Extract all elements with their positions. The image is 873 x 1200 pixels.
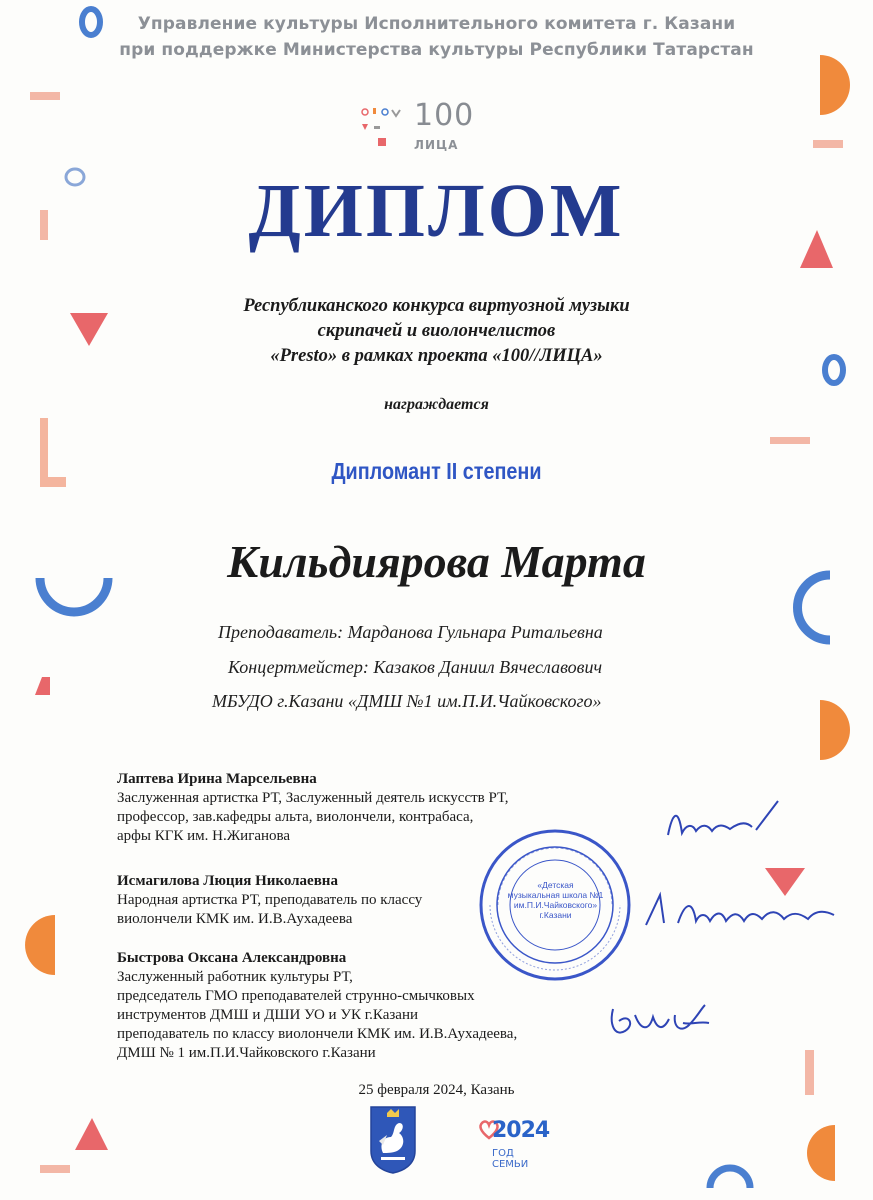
stamp-line: «Детская bbox=[537, 880, 574, 890]
kazan-coat-of-arms-icon bbox=[369, 1105, 417, 1175]
subtitle-line-1: Республиканского конкурса виртуозной музыки bbox=[243, 296, 630, 316]
accompanist-line: Концертмейстер: Казаков Даниил Вячеславович bbox=[228, 657, 603, 677]
awarded-label: награждается bbox=[384, 396, 489, 413]
deco-bar-pink bbox=[40, 1165, 70, 1173]
stamp-line: им.П.И.Чайковского» bbox=[513, 900, 598, 910]
official-stamp bbox=[478, 828, 633, 983]
jury-name: Лаптева Ирина Марсельевна bbox=[117, 771, 317, 787]
jury-title-line: преподаватель по классу виолончели КМК им. И.В.Аухадеева, bbox=[117, 1026, 518, 1042]
deco-bar-pink bbox=[30, 92, 60, 100]
jury-title-line: Заслуженная артистка РТ, Заслуженный деятель искусств РТ, bbox=[117, 790, 509, 806]
signature-2 bbox=[638, 885, 848, 935]
year-of-family-logo bbox=[478, 1118, 548, 1168]
deco-half-orange bbox=[820, 55, 850, 115]
date-place: 25 февраля 2024, Казань bbox=[358, 1082, 515, 1098]
signature-3 bbox=[605, 995, 725, 1045]
jury-member-2 bbox=[117, 872, 517, 929]
jury-title-line: Заслуженный работник культуры РТ, bbox=[117, 969, 353, 985]
diploma-title: ДИПЛОМ bbox=[248, 169, 625, 253]
deco-bar-pink bbox=[813, 140, 843, 148]
school-line: МБУДО г.Казани «ДМШ №1 им.П.И.Чайковского» bbox=[212, 691, 602, 711]
deco-triangle-red bbox=[75, 1118, 108, 1150]
deco-half-orange bbox=[25, 915, 55, 975]
100-lica-logo-icon bbox=[356, 104, 412, 154]
jury-name: Исмагилова Люция Николаевна bbox=[117, 873, 338, 889]
subtitle-line-3: «Presto» в рамках проекта «100//ЛИЦА» bbox=[270, 346, 603, 366]
jury-title-line: профессор, зав.кафедры альта, виолончели, контрабаса, bbox=[117, 809, 474, 825]
deco-triangle-red bbox=[35, 677, 50, 695]
year-number: 2024 bbox=[492, 1118, 550, 1143]
header-line-2: при поддержке Министерства культуры Республики Татарстан bbox=[119, 40, 754, 60]
subtitle-line-2: скрипачей и виолончелистов bbox=[317, 321, 556, 341]
jury-name: Быстрова Оксана Александровна bbox=[117, 950, 347, 966]
teacher-line: Преподаватель: Марданова Гульнара Ритальевна bbox=[218, 622, 603, 642]
jury-title-line: Народная артистка РТ, преподаватель по классу bbox=[117, 892, 423, 908]
jury-title-line: председатель ГМО преподавателей струнно-смычковых bbox=[117, 988, 475, 1004]
jury-title-line: инструментов ДМШ и ДШИ УО и УК г.Казани bbox=[117, 1007, 419, 1023]
logo-word: ЛИЦА bbox=[414, 138, 459, 152]
jury-title-line: ДМШ № 1 им.П.И.Чайковского г.Казани bbox=[117, 1045, 376, 1061]
deco-half-orange bbox=[820, 700, 850, 760]
degree-title: Дипломант II степени bbox=[331, 458, 542, 484]
jury-title-line: виолончели КМК им. И.В.Аухадеева bbox=[117, 911, 353, 927]
logo-number: 100 bbox=[414, 98, 475, 133]
stamp-center-text bbox=[478, 880, 633, 920]
stamp-line: г.Казани bbox=[539, 910, 572, 920]
year-caption: ГОД СЕМЬИ bbox=[492, 1148, 529, 1170]
signature-1 bbox=[660, 795, 790, 845]
deco-arc-blue bbox=[710, 1168, 750, 1188]
stamp-line: музыкальная школа №1 bbox=[507, 890, 604, 900]
jury-title-line: арфы КГК им. Н.Жиганова bbox=[117, 828, 291, 844]
deco-bar-pink bbox=[770, 437, 810, 444]
recipient-name: Кильдиярова Марта bbox=[227, 536, 646, 587]
header-line-1: Управление культуры Исполнительного комитета г. Казани bbox=[137, 14, 736, 34]
deco-half-orange bbox=[807, 1125, 835, 1181]
logo-100-lica bbox=[356, 98, 496, 158]
